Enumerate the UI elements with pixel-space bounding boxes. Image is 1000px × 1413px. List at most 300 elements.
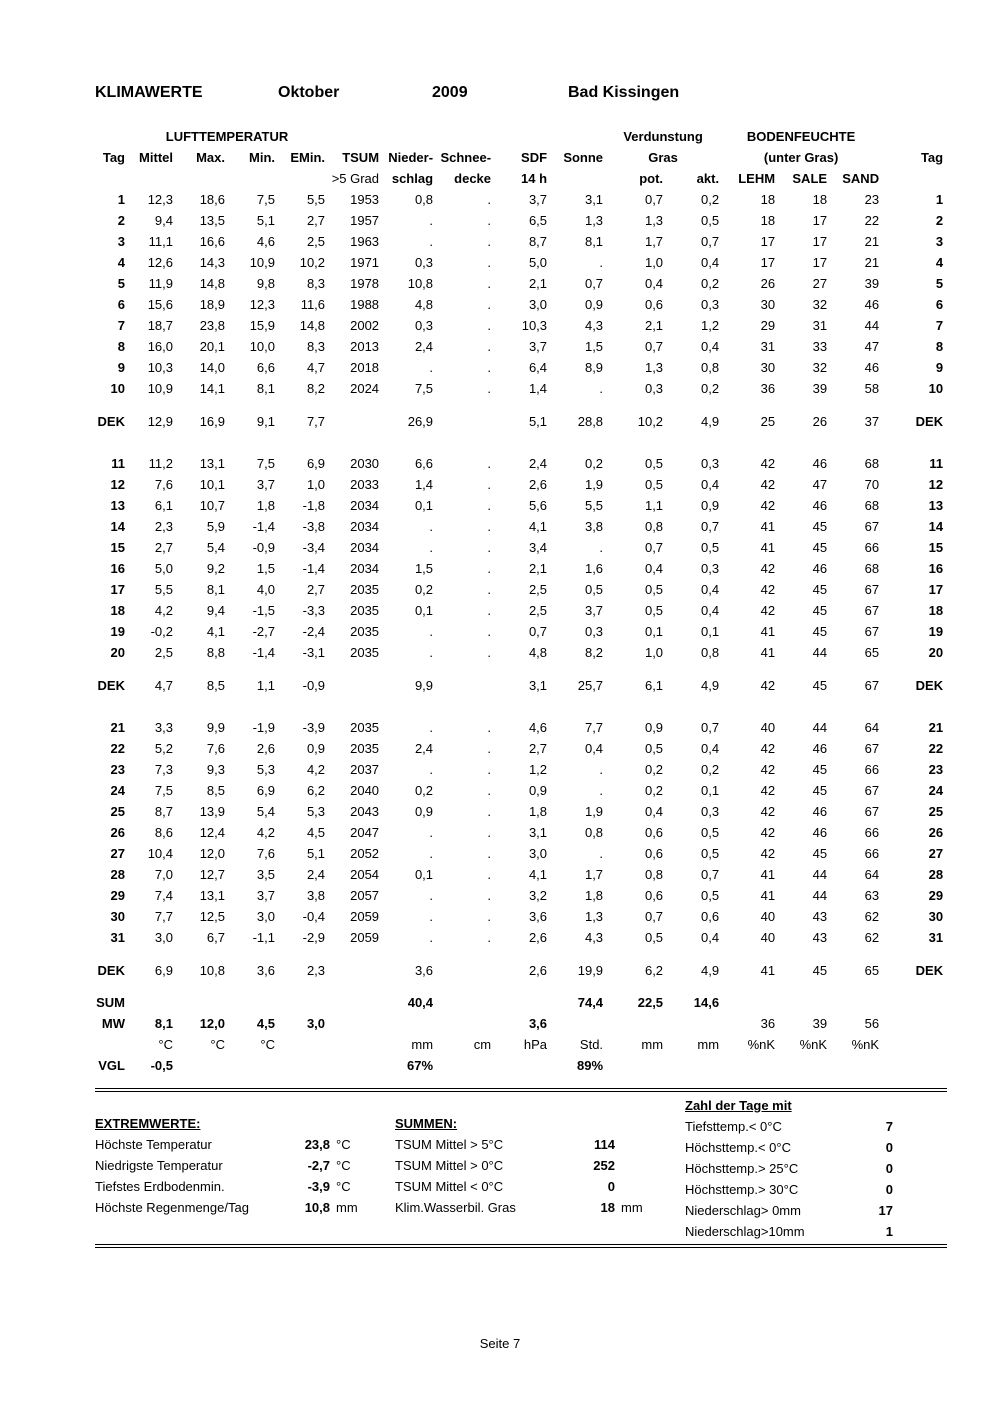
- table-cell: 17: [760, 254, 776, 270]
- table-cell: -3,3: [302, 602, 326, 618]
- table-cell: -1,8: [302, 497, 326, 513]
- table-cell: 56: [864, 1015, 880, 1031]
- table-cell: -3,9: [302, 719, 326, 735]
- table-cell: 43: [812, 908, 828, 924]
- table-cell: 7,5: [256, 191, 275, 207]
- table-cell: 9,8: [256, 275, 275, 291]
- table-cell: 1,3: [644, 359, 664, 375]
- table-cell: 31: [110, 929, 125, 945]
- table-cell: 2,7: [306, 212, 326, 228]
- table-cell: 3,6: [256, 962, 275, 978]
- table-cell: .: [487, 539, 492, 555]
- table-cell: .: [487, 908, 492, 924]
- table-cell: 1,8: [256, 497, 275, 513]
- spacer-cell: [95, 981, 947, 992]
- table-cell: 8,3: [306, 275, 326, 291]
- table-cell: -3,8: [302, 518, 326, 534]
- table-cell: 0,5: [700, 824, 720, 840]
- table-cell: 0,9: [414, 803, 434, 819]
- table-cell: 0,2: [414, 581, 434, 597]
- table-cell: .: [487, 275, 492, 291]
- table-cell: 3,1: [584, 191, 604, 207]
- table-cell: 1,8: [584, 887, 604, 903]
- table-cell: 5,5: [154, 581, 173, 597]
- table-cell: 4,1: [528, 866, 548, 882]
- spacer-cell: [95, 696, 947, 717]
- table-cell: 8,1: [154, 1015, 173, 1031]
- summary-item-label: TSUM Mittel > 5°C: [395, 1137, 504, 1152]
- table-cell: 0,5: [644, 740, 664, 756]
- table-cell: 2,7: [306, 581, 326, 597]
- table-cell: 18: [928, 602, 944, 618]
- table-cell: 22: [110, 740, 125, 756]
- table-cell: 1978: [350, 275, 380, 291]
- spacer-cell: [329, 126, 607, 147]
- col-header-unter-gras: (unter Gras): [763, 149, 839, 165]
- table-cell: 1,0: [644, 254, 664, 270]
- table-cell: 1,1: [256, 677, 275, 693]
- table-cell: 4,3: [584, 317, 604, 333]
- table-cell: 0,3: [644, 380, 664, 396]
- table-cell: 8,9: [584, 359, 604, 375]
- table-cell: 29: [928, 887, 944, 903]
- table-cell: 0,2: [414, 782, 434, 798]
- table-cell: 1,8: [528, 803, 548, 819]
- table-cell: 1,0: [644, 644, 664, 660]
- table-cell: 2018: [350, 359, 380, 375]
- col-header-tsum: TSUM: [342, 149, 380, 165]
- table-cell: -1,4: [252, 518, 275, 534]
- table-cell: .: [487, 455, 492, 471]
- table-cell: 25: [760, 413, 776, 429]
- spacer-row: [95, 696, 947, 717]
- summary-item-label: Höchste Temperatur: [95, 1137, 212, 1152]
- table-cell: .: [487, 317, 492, 333]
- table-cell: 6,6: [414, 455, 434, 471]
- summary-item-value: 1: [885, 1224, 893, 1239]
- table-cell: 30: [760, 359, 776, 375]
- table-cell: 0,9: [644, 719, 664, 735]
- table-cell: [551, 1013, 607, 1034]
- table-cell: 41: [760, 887, 776, 903]
- table-cell: 15,6: [147, 296, 173, 312]
- summary-item-value: 0: [885, 1140, 893, 1155]
- table-cell: 0,3: [700, 803, 720, 819]
- summary-item-value: 23,8: [304, 1137, 330, 1152]
- spacer-row: [95, 948, 947, 960]
- table-cell: 10,2: [299, 254, 326, 270]
- table-cell: 2013: [350, 338, 380, 354]
- table-cell: °C: [260, 1036, 275, 1052]
- table-cell: 0,5: [644, 929, 664, 945]
- table-cell: [667, 1013, 723, 1034]
- table-cell: 2,5: [306, 233, 326, 249]
- table-cell: [883, 992, 947, 1013]
- col-header-pot: pot.: [639, 170, 664, 186]
- table-cell: 10,3: [521, 317, 548, 333]
- table-cell: 4,7: [306, 359, 326, 375]
- table-cell: .: [429, 845, 434, 861]
- table-cell: 3,7: [528, 338, 548, 354]
- table-cell: 3,7: [256, 476, 275, 492]
- table-cell: 2,6: [256, 740, 275, 756]
- table-cell: 7,7: [584, 719, 604, 735]
- table-cell: 1,9: [584, 476, 604, 492]
- table-cell: 0,8: [700, 644, 720, 660]
- table-cell: 0,3: [700, 455, 720, 471]
- table-cell: 63: [864, 887, 880, 903]
- table-cell: 42: [760, 845, 776, 861]
- summary-item-value: -2,7: [307, 1158, 330, 1173]
- table-cell: 24: [110, 782, 125, 798]
- table-cell: 0,7: [644, 338, 664, 354]
- table-cell: 0,6: [644, 296, 664, 312]
- table-cell: 18: [760, 191, 776, 207]
- table-cell: 30: [760, 296, 776, 312]
- table-row-day-1: [95, 189, 947, 210]
- table-cell: DEK: [97, 962, 125, 978]
- table-cell: [329, 1055, 383, 1076]
- table-row-day-16: [95, 558, 947, 579]
- col-header-emin: EMin.: [290, 149, 326, 165]
- table-cell: .: [429, 929, 434, 945]
- table-cell: 46: [812, 740, 828, 756]
- table-row-day-20: [95, 642, 947, 663]
- table-cell: 0,5: [644, 476, 664, 492]
- table-cell: 12: [928, 476, 944, 492]
- table-cell: 1: [935, 191, 944, 207]
- table-cell: 40,4: [407, 994, 434, 1010]
- table-cell: 68: [864, 497, 880, 513]
- table-cell: 6,1: [154, 497, 173, 513]
- summary-item-label: Niederschlag>10mm: [685, 1224, 805, 1239]
- table-cell: 18: [812, 191, 828, 207]
- table-cell: 0,5: [644, 602, 664, 618]
- table-cell: 4,8: [414, 296, 434, 312]
- table-row-day-17: [95, 579, 947, 600]
- table-cell: 0,7: [644, 539, 664, 555]
- table-cell: 0,6: [644, 824, 664, 840]
- table-cell: 0,7: [528, 623, 548, 639]
- table-cell: 12,0: [199, 1015, 225, 1031]
- zahl-der-tage-heading: Zahl der Tage mit: [685, 1098, 792, 1113]
- table-cell: -1,5: [252, 602, 275, 618]
- table-cell: 2035: [350, 644, 380, 660]
- table-cell: 2054: [350, 866, 380, 882]
- table-cell: [723, 992, 779, 1013]
- table-cell: 16,0: [147, 338, 173, 354]
- summary-item-value: -3,9: [307, 1179, 330, 1194]
- spacer-cell: [95, 948, 947, 960]
- table-cell: 66: [864, 761, 880, 777]
- table-cell: 12,3: [147, 191, 173, 207]
- table-cell: 0,8: [644, 866, 664, 882]
- table-cell: 4: [117, 254, 125, 270]
- table-cell: 67: [864, 677, 880, 693]
- table-cell: 3,7: [256, 887, 275, 903]
- table-cell: .: [487, 845, 492, 861]
- table-cell: 5,4: [206, 539, 225, 555]
- table-cell: 44: [812, 644, 828, 660]
- table-row-day-10: [95, 378, 947, 399]
- table-cell: 47: [864, 338, 880, 354]
- table-cell: 41: [760, 539, 776, 555]
- table-cell: 4,2: [306, 761, 326, 777]
- table-cell: .: [429, 644, 434, 660]
- table-cell: .: [429, 359, 434, 375]
- col-header-niederschlag-1: Nieder-: [388, 149, 434, 165]
- col-header-max: Max.: [196, 149, 225, 165]
- table-cell: 46: [812, 455, 828, 471]
- spacer-cell: [95, 432, 947, 453]
- table-cell: [607, 1013, 667, 1034]
- table-cell: 17: [812, 233, 828, 249]
- summary-item-label: Tiefsttemp.< 0°C: [685, 1119, 782, 1134]
- table-cell: 23: [110, 761, 125, 777]
- summary-item: [685, 1158, 915, 1179]
- summary-item: [685, 1200, 915, 1221]
- table-cell: .: [429, 539, 434, 555]
- table-cell: 0,3: [414, 254, 434, 270]
- table-cell: 3,8: [584, 518, 604, 534]
- table-cell: [329, 675, 383, 696]
- table-cell: SUM: [96, 994, 125, 1010]
- table-cell: 4,9: [700, 962, 720, 978]
- table-cell: .: [487, 581, 492, 597]
- table-cell: 2,6: [528, 962, 548, 978]
- table-cell: 3,5: [256, 866, 275, 882]
- table-cell: 1,5: [414, 560, 434, 576]
- table-cell: 41: [760, 962, 776, 978]
- summary-item-label: Höchste Regenmenge/Tag: [95, 1200, 249, 1215]
- table-cell: 9: [117, 359, 125, 375]
- summary-section: [95, 1092, 947, 1244]
- table-cell: 24: [928, 782, 944, 798]
- table-cell: 3,0: [306, 1015, 326, 1031]
- table-cell: 41: [760, 644, 776, 660]
- spacer-cell: [883, 126, 947, 147]
- table-cell: 68: [864, 560, 880, 576]
- table-row-day-15: [95, 537, 947, 558]
- table-cell: 4: [935, 254, 944, 270]
- table-cell: .: [429, 233, 434, 249]
- table-cell: .: [429, 719, 434, 735]
- table-cell: 9: [935, 359, 944, 375]
- table-cell: 2: [117, 212, 125, 228]
- table-cell: .: [429, 761, 434, 777]
- table-cell: 0,2: [700, 761, 720, 777]
- table-row-day-27: [95, 843, 947, 864]
- table-cell: 6,1: [644, 677, 664, 693]
- table-cell: 70: [864, 476, 880, 492]
- table-cell: 13,5: [199, 212, 225, 228]
- table-cell: [177, 1055, 229, 1076]
- table-cell: 1,3: [584, 212, 604, 228]
- table-row-day-30: [95, 906, 947, 927]
- table-row-units: [95, 1034, 947, 1055]
- table-row-day-18: [95, 600, 947, 621]
- table-cell: 7,6: [154, 476, 173, 492]
- table-cell: 2034: [350, 560, 380, 576]
- table-cell: 9,4: [206, 602, 225, 618]
- table-cell: [329, 992, 383, 1013]
- summary-item: [95, 1134, 385, 1155]
- table-cell: 0,3: [700, 560, 720, 576]
- table-cell: 40: [760, 719, 776, 735]
- table-cell: 0,8: [414, 191, 434, 207]
- table-cell: 21: [864, 254, 880, 270]
- table-cell: 2,4: [306, 866, 326, 882]
- col-header-tsum-sub: >5 Grad: [331, 170, 380, 186]
- table-cell: .: [429, 824, 434, 840]
- table-row-day-12: [95, 474, 947, 495]
- table-cell: 0,5: [700, 887, 720, 903]
- table-cell: 18,6: [199, 191, 225, 207]
- table-cell: .: [487, 233, 492, 249]
- table-cell: 2,1: [528, 275, 548, 291]
- table-cell: 2,6: [528, 476, 548, 492]
- table-cell: .: [487, 254, 492, 270]
- table-row-day-25: [95, 801, 947, 822]
- table-cell: °C: [158, 1036, 173, 1052]
- table-cell: 0,4: [644, 560, 664, 576]
- table-cell: 4,5: [256, 1015, 275, 1031]
- table-cell: .: [487, 887, 492, 903]
- table-row-vgl: [95, 1055, 947, 1076]
- table-cell: 2040: [350, 782, 380, 798]
- table-cell: 1,6: [584, 560, 604, 576]
- table-cell: 13: [110, 497, 125, 513]
- table-cell: 15: [928, 539, 944, 555]
- table-cell: 2,1: [528, 560, 548, 576]
- table-cell: 39: [812, 1015, 828, 1031]
- table-cell: 4,1: [528, 518, 548, 534]
- table-cell: 14,6: [693, 994, 720, 1010]
- table-cell: 6,4: [528, 359, 548, 375]
- table-row-mw: [95, 1013, 947, 1034]
- table-cell: .: [487, 380, 492, 396]
- table-cell: 23,8: [199, 317, 225, 333]
- table-cell: 68: [864, 455, 880, 471]
- divider-double-rule-bottom: [95, 1244, 947, 1248]
- table-cell: 0,1: [700, 623, 720, 639]
- summary-item-unit: mm: [336, 1200, 358, 1215]
- table-cell: -0,9: [252, 539, 275, 555]
- table-cell: 0,4: [700, 929, 720, 945]
- table-cell: [329, 1013, 383, 1034]
- table-cell: 2059: [350, 908, 380, 924]
- table-cell: 29: [760, 317, 776, 333]
- table-cell: 10,9: [249, 254, 275, 270]
- summary-item-value: 7: [885, 1119, 893, 1134]
- table-cell: [437, 675, 495, 696]
- table-cell: .: [487, 719, 492, 735]
- col-header-sale: SALE: [792, 170, 828, 186]
- summary-item-value: 0: [885, 1161, 893, 1176]
- table-cell: 0,7: [700, 866, 720, 882]
- spacer-cell: [95, 399, 947, 411]
- table-cell: 27: [812, 275, 828, 291]
- table-cell: .: [429, 908, 434, 924]
- table-cell: 18,9: [199, 296, 225, 312]
- table-cell: 0,2: [584, 455, 604, 471]
- table-cell: 9,4: [154, 212, 173, 228]
- table-cell: 41: [760, 866, 776, 882]
- table-cell: [329, 1034, 383, 1055]
- table-cell: 0,2: [644, 761, 664, 777]
- table-cell: [779, 992, 831, 1013]
- table-cell: 37: [864, 413, 880, 429]
- table-cell: .: [487, 761, 492, 777]
- table-cell: 3,7: [584, 602, 604, 618]
- table-cell: 45: [812, 518, 828, 534]
- table-cell: 10: [110, 380, 125, 396]
- table-cell: 2034: [350, 539, 380, 555]
- table-row-day-22: [95, 738, 947, 759]
- table-cell: 46: [864, 296, 880, 312]
- climate-table: [95, 126, 947, 1076]
- table-cell: 31: [812, 317, 828, 333]
- table-cell: 10,2: [637, 413, 664, 429]
- table-cell: 7,6: [206, 740, 225, 756]
- table-cell: 67: [864, 581, 880, 597]
- table-cell: 2035: [350, 623, 380, 639]
- table-cell: 46: [812, 497, 828, 513]
- table-cell: 46: [864, 359, 880, 375]
- table-cell: 7,0: [154, 866, 173, 882]
- table-cell: [129, 992, 177, 1013]
- table-cell: -0,5: [150, 1057, 173, 1073]
- table-cell: cm: [473, 1036, 492, 1052]
- table-row-day-6: [95, 294, 947, 315]
- table-cell: 1,4: [414, 476, 434, 492]
- table-cell: 2035: [350, 602, 380, 618]
- table-cell: 6,5: [528, 212, 548, 228]
- table-cell: 5,4: [256, 803, 275, 819]
- table-cell: .: [487, 644, 492, 660]
- table-cell: 5,2: [154, 740, 173, 756]
- table-cell: %nK: [747, 1036, 776, 1052]
- table-row-day-9: [95, 357, 947, 378]
- table-cell: 42: [760, 782, 776, 798]
- table-cell: [279, 1055, 329, 1076]
- table-cell: -0,9: [302, 677, 326, 693]
- table-cell: 42: [760, 602, 776, 618]
- table-cell: 42: [760, 803, 776, 819]
- table-cell: 4,6: [528, 719, 548, 735]
- table-cell: mm: [697, 1036, 720, 1052]
- table-cell: 15: [110, 539, 125, 555]
- table-cell: 21: [864, 233, 880, 249]
- table-cell: 36: [760, 1015, 776, 1031]
- table-cell: 5,0: [528, 254, 548, 270]
- summary-item-label: Höchsttemp.> 30°C: [685, 1182, 799, 1197]
- extremwerte-section: [95, 1113, 385, 1218]
- table-cell: 3,4: [528, 539, 548, 555]
- table-row-day-19: [95, 621, 947, 642]
- table-cell: 8,1: [584, 233, 604, 249]
- table-cell: [883, 1013, 947, 1034]
- table-cell: 67: [864, 602, 880, 618]
- table-cell: 1,7: [644, 233, 664, 249]
- spacer-row: [95, 399, 947, 411]
- table-cell: 66: [864, 539, 880, 555]
- summary-item: [685, 1116, 915, 1137]
- table-cell: DEK: [915, 677, 944, 693]
- table-cell: [607, 1055, 667, 1076]
- table-cell: 1971: [350, 254, 380, 270]
- table-cell: 42: [760, 581, 776, 597]
